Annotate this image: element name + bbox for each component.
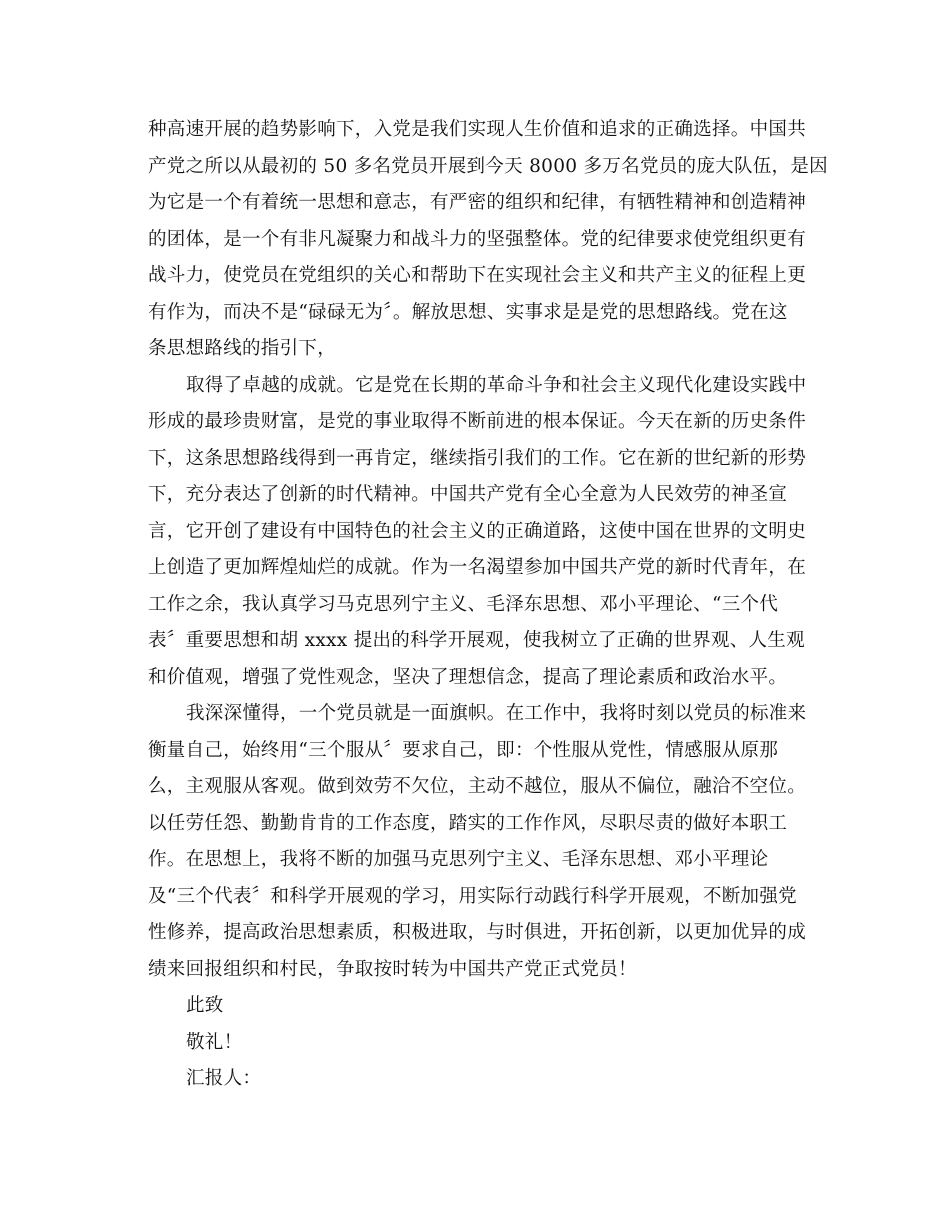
- text-line: 条思想路线的指引下，: [148, 338, 337, 359]
- document-body: [148, 112, 828, 1098]
- text-line: 以任劳任怨、勤勤肯肯的工作态度，踏实的工作作风，尽职尽责的做好本职工: [148, 812, 788, 834]
- text-line: 有作为，而决不是“碌碌无为〞。解放思想、实事求是是党的思想路线。党在这: [148, 301, 788, 323]
- text-line: 敬礼！: [186, 1031, 243, 1053]
- text-line: 上创造了更加辉煌灿烂的成就。作为一名渴望参加中国共产党的新时代青年，在: [148, 557, 807, 578]
- text-line: 么，主观服从客观。做到效劳不欠位，主动不越位，服从不偏位，融洽不空位。: [148, 776, 807, 797]
- text-line: 表〞重要思想和胡 xxxx 提出的科学开展观，使我树立了正确的世界观、人生观: [148, 630, 805, 651]
- text-line: 下，这条思想路线得到一再肯定，继续指引我们的工作。它在新的世纪新的形势: [148, 447, 807, 469]
- text-line: 为它是一个有着统一思想和意志，有严密的组织和纪律，有牺牲精神和创造精神: [148, 192, 807, 213]
- text-line: 工作之余，我认真学习马克思列宁主义、毛泽东思想、邓小平理论、“三个代: [148, 593, 779, 615]
- text-line: 和价值观，增强了党性观念，坚决了理想信念，提高了理论素质和政治水平。: [148, 666, 788, 688]
- text-line: 的团体，是一个有非凡凝聚力和战斗力的坚强整体。党的纪律要求使党组织更有: [148, 228, 807, 250]
- text-line: 种高速开展的趋势影响下，入党是我们实现人生价值和追求的正确选择。中国共: [148, 119, 807, 140]
- text-line: 产党之所以从最初的 50 多名党员开展到今天 8000 多万名党员的庞大队伍，是因: [148, 155, 828, 177]
- text-line: 作。在思想上，我将不断的加强马克思列宁主义、毛泽东思想、邓小平理论: [148, 849, 769, 870]
- text-line: 言，它开创了建设有中国特色的社会主义的正确道路，这使中国在世界的文明史: [148, 520, 807, 542]
- text-line: 战斗力，使党员在党组织的关心和帮助下在实现社会主义和共产主义的征程上更: [148, 265, 807, 286]
- text-line: 绩来回报组织和村民，争取按时转为中国共产党正式党员！: [148, 958, 637, 980]
- text-line: 下，充分表达了创新的时代精神。中国共产党有全心全意为人民效劳的神圣宣: [148, 484, 788, 505]
- text-line: 我深深懂得，一个党员就是一面旗帜。在工作中，我将时刻以党员的标准来: [186, 703, 807, 724]
- text-line: 取得了卓越的成就。它是党在长期的革命斗争和社会主义现代化建设实践中: [186, 374, 807, 396]
- text-line: 形成的最珍贵财富，是党的事业取得不断前进的根本保证。今天在新的历史条件: [148, 411, 807, 432]
- text-line: 此致: [186, 995, 224, 1016]
- text-line: 汇报人：: [186, 1068, 262, 1089]
- text-line: 衡量自己，始终用“三个服从〞要求自己，即：个性服从党性，情感服从原那: [148, 739, 779, 761]
- text-line: 性修养，提高政治思想素质，积极进取，与时俱进，开拓创新，以更加优异的成: [148, 922, 807, 943]
- text-line: 及“三个代表〞和科学开展观的学习，用实际行动践行科学开展观，不断加强党: [148, 885, 797, 907]
